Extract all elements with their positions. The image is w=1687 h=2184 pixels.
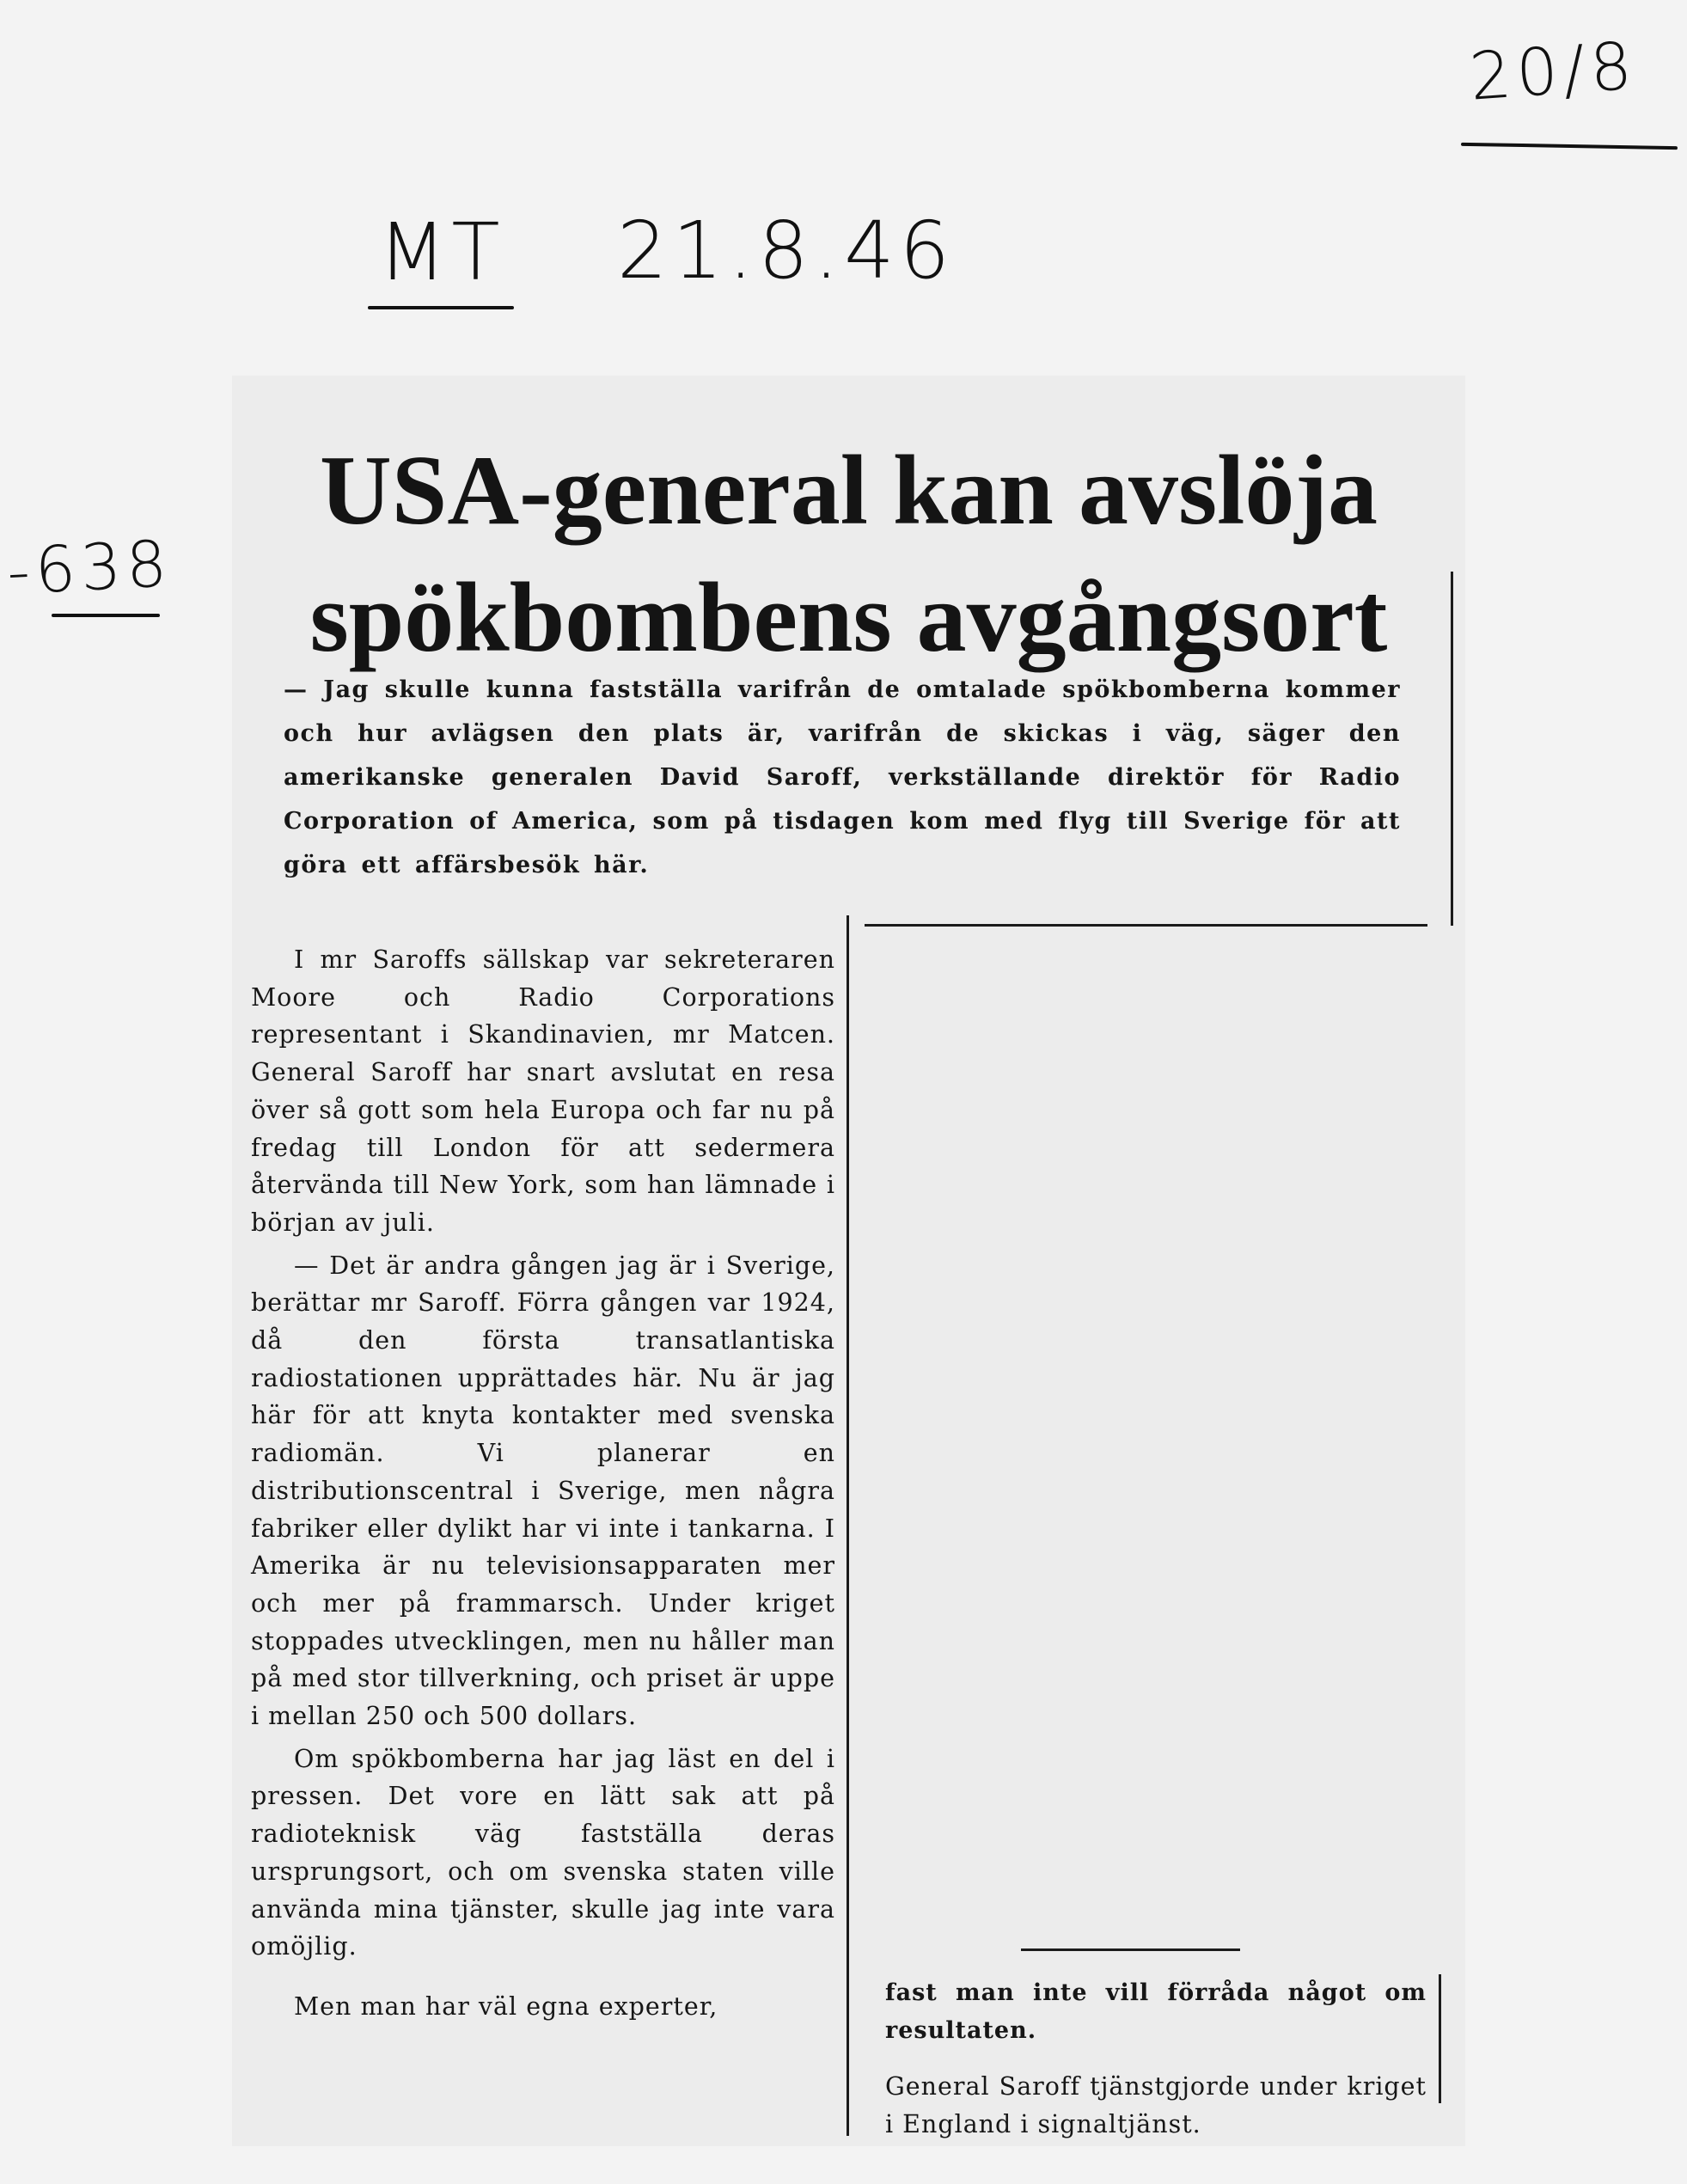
article-headline bbox=[232, 427, 1465, 682]
article-body-column bbox=[251, 941, 835, 2026]
article-lead: — Jag skulle kunna fastställa varifrån de omtalade spökbomberna kommer och hur avlägsen den plats är, varifrån de skickas i väg, säger den amerikanske generalen David Saroff, verkställande direktör för Radio Corporation of America, som på tisdagen kom med flyg till Sverige för att göra ett affärsbesök här. bbox=[284, 676, 1401, 878]
continuation-paragraph: General Saroff tjänstgjorde under kriget i England i signaltjänst. bbox=[885, 2072, 1427, 2139]
handwritten-source-label: MT bbox=[378, 206, 505, 298]
headline-line-2: spökbombens avgångsort bbox=[309, 563, 1388, 673]
body-paragraph: Men man har väl egna experter, bbox=[294, 1991, 718, 2021]
continuation-right-edge bbox=[1439, 1974, 1441, 2103]
source-label-underline bbox=[368, 306, 514, 309]
column-divider bbox=[847, 915, 849, 2136]
lead-box-right-edge bbox=[1451, 572, 1453, 926]
handwritten-clipping-date: 21.8.46 bbox=[617, 205, 956, 297]
continuation-rule bbox=[1021, 1948, 1240, 1951]
handwritten-date-note: 20/8 bbox=[1467, 27, 1640, 115]
handwritten-margin-number: -638 bbox=[4, 527, 174, 609]
newspaper-clipping bbox=[232, 376, 1465, 2146]
date-note-underline bbox=[1461, 143, 1678, 150]
body-paragraph: I mr Saroffs sällskap var sekreteraren Moore och Radio Corporations representant i Skandinavien, mr Matcen. General Saroff har snart avslutat en resa över så gott som hela Europa och far nu på fredag till London för att sedermera återvända till New York, som han lämnade i början av juli. bbox=[251, 945, 835, 1237]
headline-line-1: USA-general kan avslöja bbox=[320, 436, 1378, 546]
body-paragraph: Om spökbomberna har jag läst en del i pressen. Det vore en lätt sak att på radioteknisk väg fastställa deras ursprungsort, och om svenska staten ville använda mina tjänster, skulle jag inte vara omöjlig. bbox=[251, 1744, 835, 1961]
article-continuation-column bbox=[885, 1974, 1427, 2144]
continuation-paragraph: fast man inte vill förråda något om resultaten. bbox=[885, 1979, 1427, 2044]
margin-number-underline bbox=[52, 614, 160, 617]
lead-separator-rule bbox=[865, 924, 1427, 927]
body-paragraph: — Det är andra gången jag är i Sverige, berättar mr Saroff. Förra gången var 1924, då den första transatlantiska radiostationen upprättades här. Nu är jag här för att knyta kontakter med svenska radiomän. Vi planerar en distributionscentral i Sverige, men några fabriker eller dylikt har vi inte i tankarna. I Amerika är nu televisionsapparaten mer och mer på frammarsch. Under kriget stoppades utvecklingen, men nu håller man på med stor tillverkning, och priset är uppe i mellan 250 och 500 dollars. bbox=[251, 1251, 835, 1731]
